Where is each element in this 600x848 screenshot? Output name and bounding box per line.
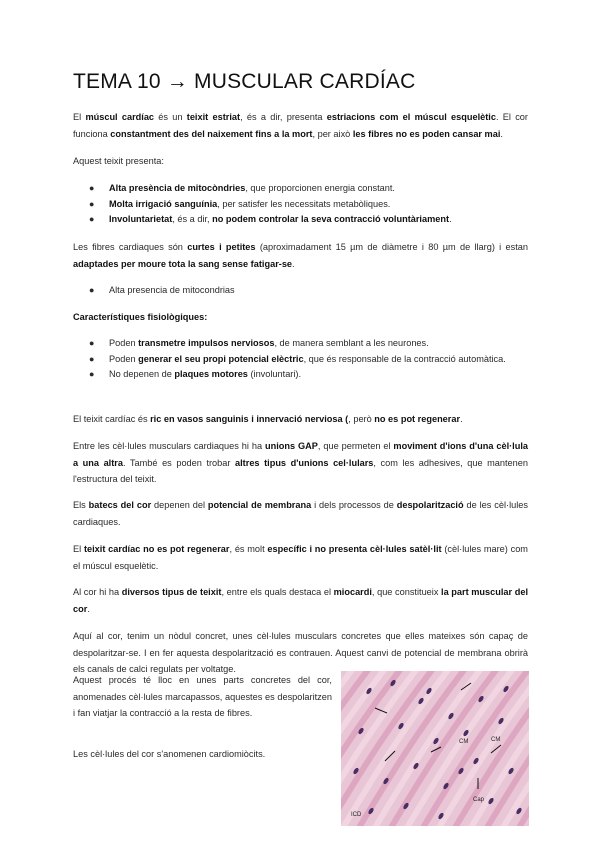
text-run: múscul cardíac — [85, 112, 155, 122]
caracteristiques-heading-text: Característiques fisiològiques: — [73, 312, 208, 322]
text-run: Poden — [109, 353, 139, 364]
text-run: miocardi — [333, 587, 372, 597]
figure-label: Cap — [473, 797, 485, 803]
text-run: Els — [73, 500, 89, 510]
list-item — [73, 283, 528, 299]
text-run: Al cor hi ha — [73, 587, 122, 597]
text-run: , per això — [312, 128, 353, 139]
text-run: (involuntari). — [247, 369, 302, 379]
text-run: curtes i petites — [187, 242, 256, 252]
figure-label: CM — [491, 737, 501, 743]
text-run: , de manera semblant a les neurones. — [274, 338, 429, 348]
proces-paragraph: Aquest procés té lloc en unes parts concretes del cor, anomenades cèl·lules marcapassos, aquestes es despolaritzen i fan viatjar la contracció a la resta de fibres. — [73, 675, 332, 718]
text-run: El — [73, 544, 84, 554]
text-run: diversos tipus de teixit — [121, 587, 222, 597]
text-run: . — [500, 128, 503, 139]
text-run: . — [87, 603, 90, 614]
text-run: . — [292, 258, 295, 269]
text-run: . També es poden trobar — [122, 457, 236, 468]
figure-label: CM — [459, 739, 469, 745]
mitocondrias-list — [73, 283, 528, 299]
text-run: moviment d'ions d'una cèl·lula a una altra — [73, 441, 529, 468]
text-run: , que proporcionen energia constant. — [245, 183, 395, 193]
text-run: batecs del cor — [88, 500, 152, 510]
text-run: Entre les cèl·lules musculars cardiaques hi ha — [73, 441, 265, 451]
text-run: (cèl·lules mare) com el múscul esquelètic. — [73, 544, 528, 571]
text-run: estriacions com el múscul esquelètic — [326, 112, 496, 122]
text-run: i dels processos de — [311, 500, 397, 510]
bullet-icon: ● — [89, 285, 95, 295]
bullet-icon: ● — [89, 338, 95, 348]
text-run: (aproximadament 15 µm de diàmetre i 80 µm de llarg) i estan — [255, 242, 528, 252]
bullet-icon: ● — [89, 353, 95, 364]
text-run: No depenen de — [109, 369, 175, 379]
text-run: no podem controlar la seva contracció voluntàriament — [212, 214, 450, 224]
intro-paragraph — [73, 109, 528, 142]
list-item — [73, 367, 528, 383]
fibres-paragraph — [73, 239, 528, 272]
text-run: unions GAP — [264, 441, 318, 451]
features-list — [73, 181, 528, 228]
text-run: , per satisfer les necessitats metabòliques. — [217, 198, 391, 209]
text-run: la part muscular del cor — [73, 587, 528, 614]
miocardi-paragraph — [73, 584, 528, 617]
text-run: . — [449, 214, 452, 224]
list-item — [73, 181, 528, 197]
presenta-paragraph: Aquest teixit presenta: — [73, 156, 164, 166]
list-item — [73, 212, 528, 228]
caracteristiques-heading — [73, 309, 528, 326]
text-run: , que constitueix — [371, 587, 442, 597]
text-run: El — [73, 112, 86, 122]
text-run: , que permeten el — [317, 441, 394, 451]
physiology-list — [73, 336, 528, 383]
figure-label: ICD — [351, 812, 362, 818]
text-run: teixit cardíac no es pot regenerar — [83, 544, 230, 554]
text-run: no es pot regenerar — [374, 414, 461, 424]
list-item — [73, 197, 528, 213]
page-title: TEMA 10 → MUSCULAR CARDÍAC — [73, 70, 416, 93]
text-run: les fibres no es poden cansar mai — [352, 128, 501, 139]
text-run: El teixit cardíac és — [73, 414, 151, 424]
bullet-icon: ● — [89, 198, 95, 209]
text-run: , però — [348, 414, 375, 424]
text-run: de les cèl·lules cardiaques. — [73, 500, 528, 527]
text-run: Alta presència de mitocòndries — [109, 183, 246, 193]
text-run: teixit estriat — [186, 112, 241, 122]
nodul-paragraph: Aquí al cor, tenim un nòdul concret, unes cèl·lules musculars concretes que elles mateixes són capaç de despolaritzar-se. I en fer aquesta despolarització es contrauen. Aquest canvi de potencial de membrana obrirà els canals de calci regulats per voltatge. — [73, 631, 528, 674]
text-run: transmetre impulsos nerviosos — [138, 338, 275, 348]
text-run: Involuntarietat — [109, 214, 173, 224]
regenerar-paragraph — [73, 541, 528, 574]
text-run: . — [460, 414, 463, 424]
cardiomiocits-paragraph: Les cèl·lules del cor s'anomenen cardiomiòcits. — [73, 749, 266, 759]
text-run: . El cor funciona — [73, 112, 528, 139]
text-run: depenen del — [151, 500, 208, 510]
text-run: , és a dir, — [172, 214, 213, 224]
text-run: despolarització — [396, 500, 464, 510]
text-run: generar el seu propi potencial elèctric — [138, 353, 304, 364]
bullet-icon: ● — [89, 214, 95, 224]
text-run: específic i no presenta cèl·lules satèl·lit — [267, 544, 442, 554]
text-run: ric en vasos sanguinis i innervació nerviosa ( — [150, 414, 349, 424]
text-run: Alta presencia de mitocondrias — [109, 285, 235, 295]
ric-paragraph — [73, 411, 528, 428]
bullet-icon: ● — [89, 369, 95, 379]
text-run: Poden — [109, 338, 139, 348]
batecs-paragraph — [73, 497, 528, 530]
text-run: adaptades per moure tota la sang sense fatigar-se — [73, 258, 293, 269]
gap-paragraph — [73, 438, 528, 488]
list-item — [73, 336, 528, 352]
text-run: és un — [154, 112, 187, 122]
text-run: , que és responsable de la contracció automàtica. — [303, 353, 506, 364]
text-run: potencial de membrana — [207, 500, 312, 510]
cardiac-muscle-micrograph — [341, 671, 529, 826]
text-run: Les fibres cardiaques són — [73, 242, 188, 252]
text-run: , com les adhesives, que mantenen l'estructura del teixit. — [73, 457, 528, 484]
text-run: , és molt — [229, 544, 268, 554]
text-run: plaques motores — [174, 369, 248, 379]
text-run: constantment des del naixement fins a la mort — [110, 128, 313, 139]
text-run: Molta irrigació sanguínia — [109, 198, 218, 209]
text-run: altres tipus d'unions cel·lulars — [235, 457, 374, 468]
list-item — [73, 352, 528, 368]
text-run: , és a dir, presenta — [240, 112, 327, 122]
bullet-icon: ● — [89, 183, 95, 193]
text-run: , entre els quals destaca el — [221, 587, 334, 597]
